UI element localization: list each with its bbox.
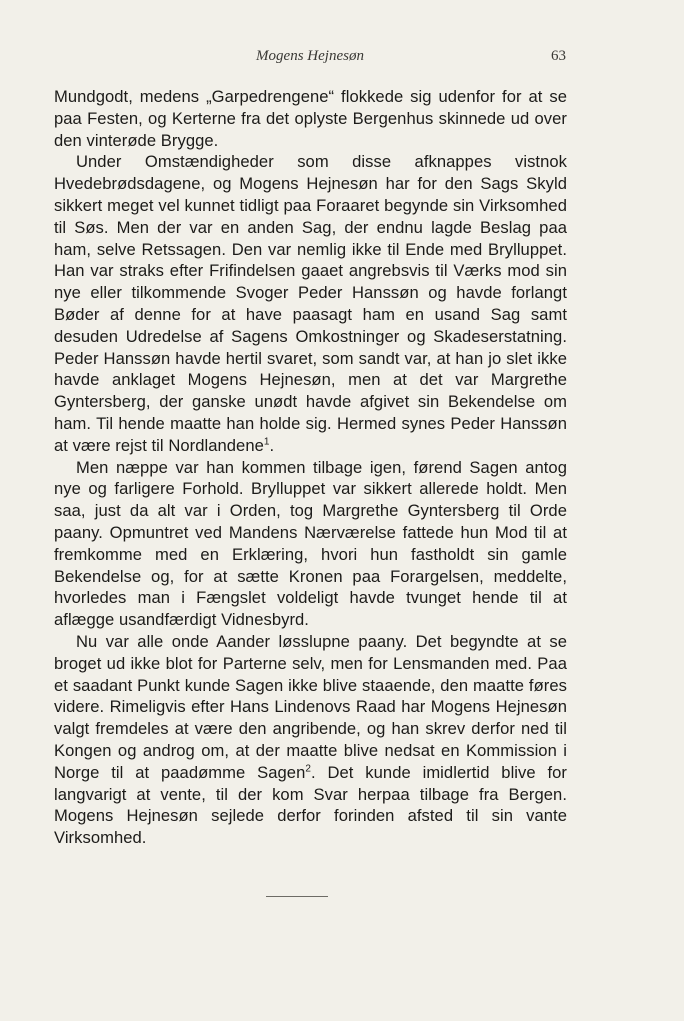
page-number: 63 (551, 48, 566, 64)
body-text (54, 86, 567, 849)
paragraph-text: Men næppe var han kommen tilbage igen, førend Sagen antog nye og farligere Forhold. Brylluppet var sikkert allerede holdt. Men saa, just da alt var i Orden, tog Margrethe Gyntersberg til Orde paany. Opmuntret ved Mandens Nærværelse fattede hun Mod til at fremkomme med en Erklæring, hvori hun fastholdt sin gamle Bekendelse og, for at sætte Kronen paa Forargelsen, meddelte, hvorledes man i Fængslet voldeligt havde tvunget hende til at aflægge usandfærdigt Vidnesbyrd. (54, 457, 567, 630)
paragraph-text: Mundgodt, medens „Garpedrengene“ flokkede sig udenfor for at se paa Festen, og Kerterne fra det oplyste Bergenhus skinnede ud over den vinterøde Brygge. (54, 87, 567, 150)
paragraph (54, 151, 567, 456)
running-title: Mogens Hejnesøn (256, 48, 364, 64)
page-header (54, 48, 566, 70)
paragraph (54, 457, 567, 631)
paragraph (54, 86, 567, 151)
punctuation: . (269, 435, 275, 455)
paragraph-text: Nu var alle onde Aander løsslupne paany. Det begyndte at se broget ud ikke blot for Parterne selv, men for Lensmanden med. Paa et saadant Punkt kunde Sagen ikke blive staaende, den maatte føres videre. Rimeligvis efter Hans Lindenovs Raad har Mogens Hejnesøn valgt fremdeles at være den angribende, og han skrev derfor ned til Kongen og androg om, at der maatte blive nedsat en Kommission i Norge til at paadømme Sagen (54, 631, 567, 782)
paragraph-text: Under Omstændigheder som disse afknappes vistnok Hvedebrødsdagene, og Mogens Hejnesøn har for den Sags Skyld sikkert meget vel kunnet tidligt paa Foraaret begynde sin Virksomhed til Søs. Men der var en anden Sag, der endnu lagde Beslag paa ham, selve Retssagen. Den var nemlig ikke til Ende med Brylluppet. Han var straks efter Frifindelsen gaaet angrebsvis til Værks mod sin nye eller tilkommende Svoger Peder Hanssøn og havde forlangt Bøder af denne for at have paasagt ham en usand Sag samt desuden Udredelse af Sagens Omkostninger og Skadeserstatning. Peder Hanssøn havde hertil svaret, som sandt var, at han jo slet ikke havde anklaget Mogens Hejnesøn, men at det var Margrethe Gyntersberg, der ganske unødt havde afgivet sin Bekendelse om ham. Til hende maatte han holde sig. Hermed synes Peder Hanssøn at være rejst til Nordlandene (54, 152, 567, 455)
punctuation: . (311, 762, 316, 782)
paragraph (54, 631, 567, 849)
footnote-marker: 2 (305, 763, 311, 775)
paragraph-text: Det kunde imidlertid blive for langvarigt at vente, til der kom Svar herpaa tilbage fra Bergen. Mogens Hejnesøn sejlede derfor forinden afsted til sin vante Virksomhed. (54, 762, 568, 848)
footnote-marker: 1 (263, 436, 270, 448)
section-divider (266, 896, 328, 897)
